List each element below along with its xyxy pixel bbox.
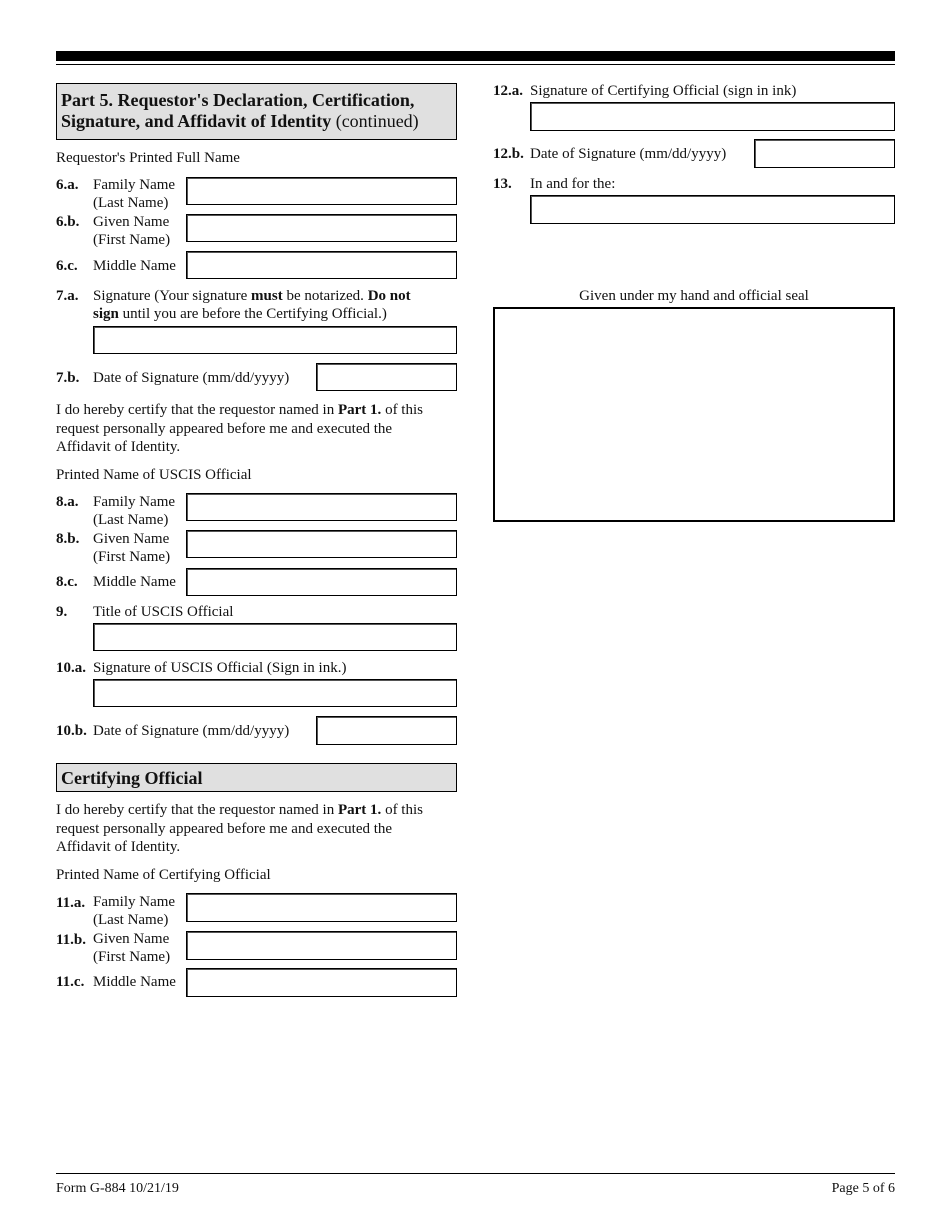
certifying-family-name-field[interactable] <box>186 893 457 922</box>
item-7a-label <box>93 287 457 323</box>
item-8c-number: 8.c. <box>56 574 78 590</box>
item-7a-text-1: Signature (Your signature <box>93 288 252 304</box>
item-6a-label <box>93 176 175 212</box>
item-11a-number: 11.a. <box>56 895 86 911</box>
item-7b-number: 7.b. <box>56 370 80 386</box>
cert-text-4: request personally appeared before me and executed the <box>56 820 393 837</box>
page-number: Page 5 of 6 <box>831 1181 895 1196</box>
requestor-name-label: Requestor's Printed Full Name <box>56 150 240 166</box>
item-8a-label-line2: (Last Name) <box>93 512 169 528</box>
part5-header-continued: (continued) <box>331 111 419 131</box>
item-11c-label: Middle Name <box>93 974 176 990</box>
uscis-middle-name-field[interactable] <box>186 568 457 596</box>
certifying-given-name-field[interactable] <box>186 931 457 960</box>
item-11a-label-line1: Family Name <box>93 894 176 910</box>
item-8a-label <box>93 493 175 529</box>
item-12b-label: Date of Signature (mm/dd/yyyy) <box>530 146 727 162</box>
item-8b-label-line1: Given Name <box>93 531 170 547</box>
cert-text-1: I do hereby certify that the requestor named in <box>56 802 338 818</box>
item-7a-text-3: be notarized. <box>282 288 368 304</box>
uscis-cert-text-1: I do hereby certify that the requestor named in <box>56 402 338 418</box>
uscis-given-name-field[interactable] <box>186 530 457 558</box>
item-6a-label-line2: (Last Name) <box>93 195 169 211</box>
item-10b-label: Date of Signature (mm/dd/yyyy) <box>93 723 290 739</box>
item-8a-label-line1: Family Name <box>93 494 176 510</box>
item-8b-label-line2: (First Name) <box>93 549 171 565</box>
item-8a-number: 8.a. <box>56 494 79 510</box>
official-seal-label: Given under my hand and official seal <box>579 288 809 304</box>
item-11a-label <box>93 893 175 929</box>
in-and-for-field[interactable] <box>530 195 895 224</box>
item-6b-label <box>93 213 170 249</box>
item-6b-label-line1: Given Name <box>93 214 170 230</box>
item-13-label: In and for the: <box>530 176 616 192</box>
cert-text-5: Affidavit of Identity. <box>56 839 181 855</box>
uscis-cert-text-5: Affidavit of Identity. <box>56 439 181 455</box>
item-12a-number: 12.a. <box>493 83 523 99</box>
item-6a-label-line1: Family Name <box>93 177 176 193</box>
uscis-cert-text-4: request personally appeared before me and executed the <box>56 420 393 437</box>
item-8b-number: 8.b. <box>56 531 80 547</box>
uscis-cert-text-3: of this <box>381 402 423 418</box>
uscis-cert-part1: Part 1. <box>337 402 382 418</box>
item-11a-label-line2: (Last Name) <box>93 912 169 928</box>
uscis-certification-text <box>56 401 457 457</box>
uscis-name-label: Printed Name of USCIS Official <box>56 467 252 483</box>
item-6a-number: 6.a. <box>56 177 79 193</box>
certifying-signature-field[interactable] <box>530 102 895 131</box>
item-7a-number: 7.a. <box>56 288 79 304</box>
certifying-middle-name-field[interactable] <box>186 968 457 997</box>
top-thin-rule <box>56 64 895 65</box>
item-11b-label <box>93 930 170 966</box>
part5-header <box>56 83 457 140</box>
cert-part1: Part 1. <box>337 802 382 818</box>
certifying-certification-text <box>56 801 457 857</box>
item-10a-number: 10.a. <box>56 660 86 676</box>
official-seal-box[interactable] <box>493 307 895 522</box>
item-7a-text-must: must <box>251 288 283 304</box>
item-12a-label: Signature of Certifying Official (sign in ink) <box>530 83 797 99</box>
requestor-middle-name-field[interactable] <box>186 251 457 279</box>
item-7a-text-6: until you are before the Certifying Official.) <box>118 306 387 322</box>
item-7a-text-do-not: Do not <box>367 288 411 304</box>
item-8b-label <box>93 530 170 566</box>
uscis-signature-field[interactable] <box>93 679 457 707</box>
item-8c-label: Middle Name <box>93 574 176 590</box>
item-13-number: 13. <box>493 176 512 192</box>
item-10b-number: 10.b. <box>56 723 87 739</box>
item-9-label: Title of USCIS Official <box>93 604 234 620</box>
item-9-number: 9. <box>56 604 68 620</box>
uscis-title-field[interactable] <box>93 623 457 651</box>
requestor-signature-field[interactable] <box>93 326 457 354</box>
footer-rule <box>56 1173 895 1174</box>
requestor-given-name-field[interactable] <box>186 214 457 242</box>
item-11b-label-line2: (First Name) <box>93 949 171 965</box>
item-7a-text-sign: sign <box>93 306 119 322</box>
item-11b-label-line1: Given Name <box>93 931 170 947</box>
item-6b-label-line2: (First Name) <box>93 232 171 248</box>
part5-header-title: Part 5. Requestor's Declaration, Certification, Signature, and Affidavit of Identity <box>61 90 415 131</box>
uscis-family-name-field[interactable] <box>186 493 457 521</box>
item-6c-label: Middle Name <box>93 258 176 274</box>
item-10a-label: Signature of USCIS Official (Sign in ink.) <box>93 660 347 676</box>
item-11b-number: 11.b. <box>56 932 87 948</box>
item-12b-number: 12.b. <box>493 146 524 162</box>
cert-text-3: of this <box>381 802 423 818</box>
certifying-signature-date-field[interactable] <box>754 139 895 168</box>
form-id: Form G-884 10/21/19 <box>56 1181 179 1196</box>
item-6b-number: 6.b. <box>56 214 80 230</box>
item-11c-number: 11.c. <box>56 974 85 990</box>
requestor-signature-date-field[interactable] <box>316 363 457 391</box>
certifying-official-header: Certifying Official <box>56 763 457 792</box>
certifying-name-label: Printed Name of Certifying Official <box>56 867 271 883</box>
item-7b-label: Date of Signature (mm/dd/yyyy) <box>93 370 290 386</box>
top-thick-rule <box>56 51 895 61</box>
uscis-signature-date-field[interactable] <box>316 716 457 745</box>
item-6c-number: 6.c. <box>56 258 78 274</box>
requestor-family-name-field[interactable] <box>186 177 457 205</box>
